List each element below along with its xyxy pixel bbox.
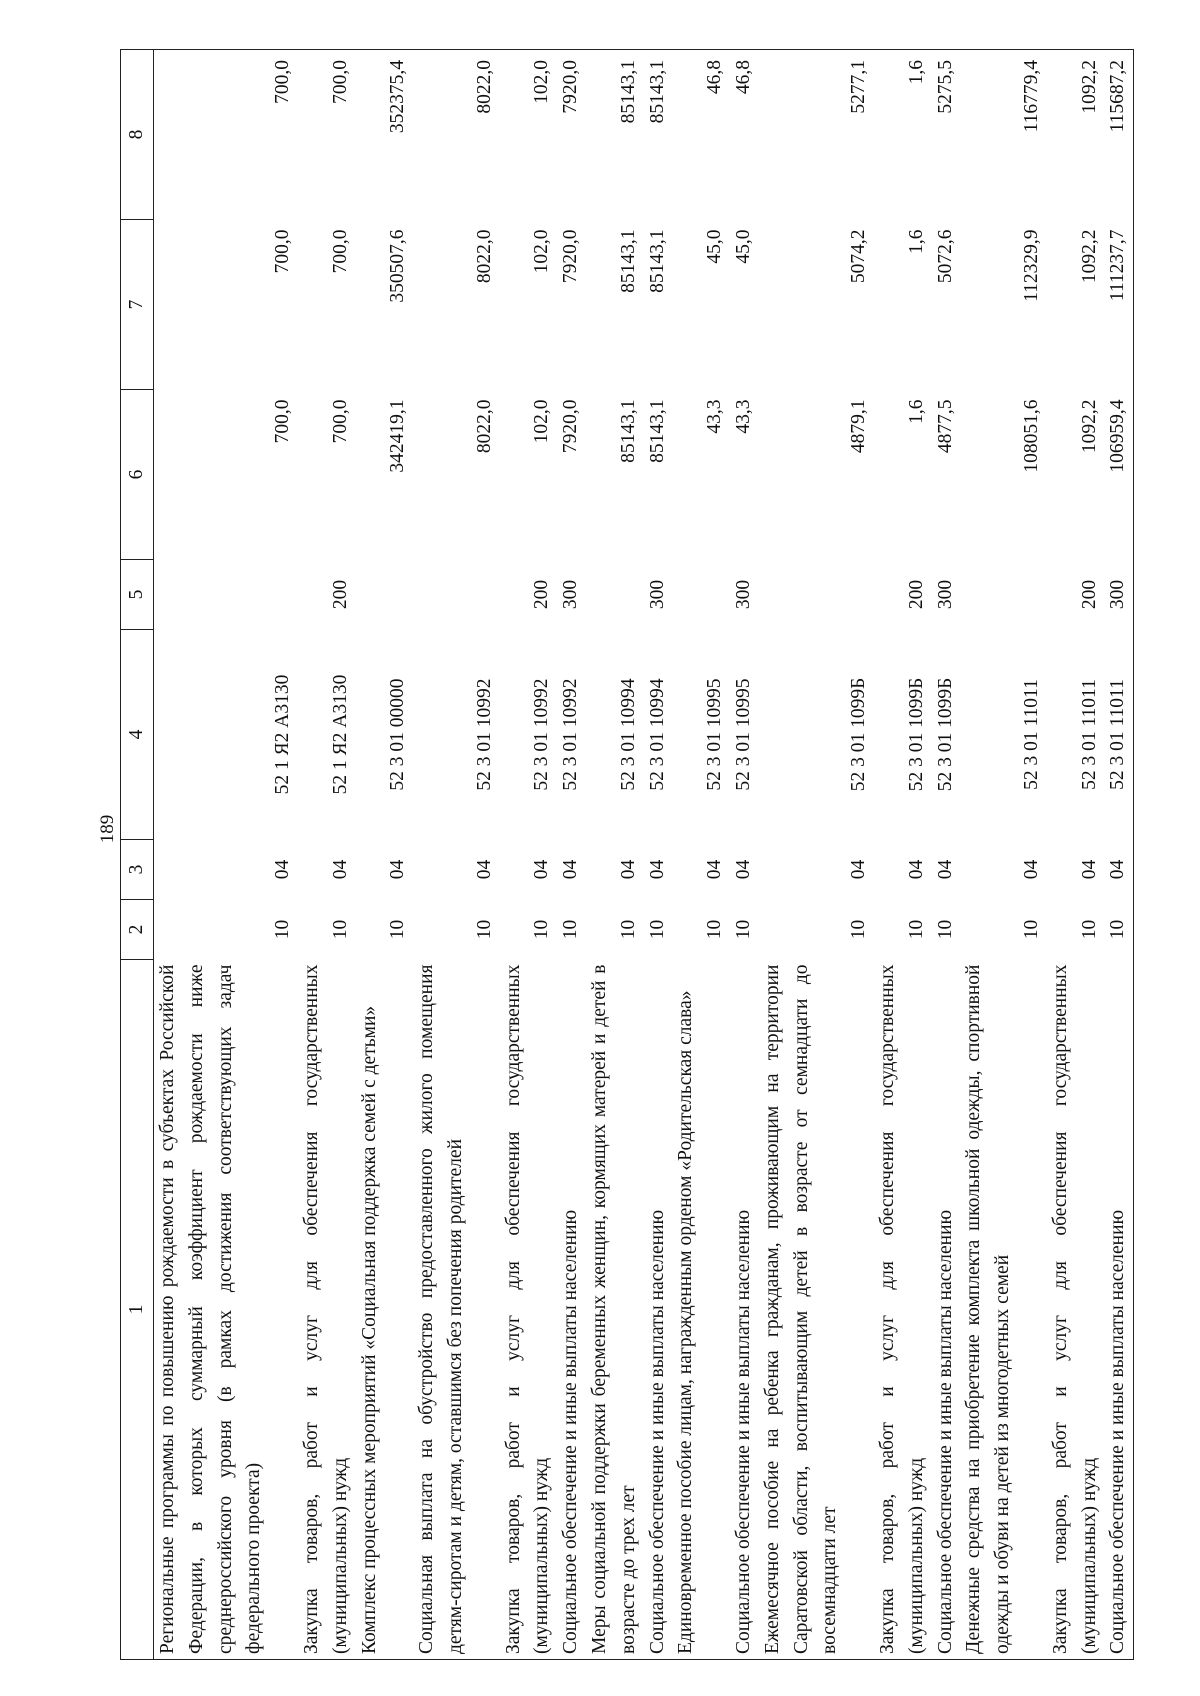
value-col6: 43,3 xyxy=(704,399,726,434)
row-description: Закупка товаров, работ и услуг для обеспечения государственных (муниципальных) нужд xyxy=(874,960,932,1660)
target-article-code: 52 3 01 11011 xyxy=(1104,630,1133,840)
target-article-code: 52 3 01 10992 xyxy=(531,678,553,791)
value-col6: 106959,4 xyxy=(1104,390,1133,560)
table-row xyxy=(874,50,932,1660)
row-description: Социальная выплата на обустройство предоставленного жилого помещения детям-сиротам и детям, оставшимся без попечения родителей xyxy=(413,960,499,1660)
subsection-code: 04 xyxy=(1020,859,1042,880)
value-col7: 7920,0 xyxy=(560,229,582,284)
target-article-code: 52 3 01 10995 xyxy=(704,678,726,791)
subsection-code: 04 xyxy=(905,859,927,880)
expense-type-code: 200 xyxy=(531,579,553,610)
value-col6: 1,6 xyxy=(905,399,927,424)
row-description: Комплекс процессных мероприятий «Социальная поддержка семей с детьми» xyxy=(356,960,414,1660)
value-col7: 112329,9 xyxy=(1020,229,1042,302)
value-col8: 700,0 xyxy=(298,50,356,220)
header-cell: 1 xyxy=(121,960,154,1660)
value-col6: 43,3 xyxy=(732,399,754,434)
page-number: 189 xyxy=(97,814,118,844)
table-row xyxy=(586,50,644,1660)
expense-type-code: 300 xyxy=(934,579,956,610)
subsection-code: 04 xyxy=(531,859,553,880)
subsection-code: 04 xyxy=(272,859,294,880)
value-col6: 108051,6 xyxy=(1020,399,1042,473)
value-col8: 352375,4 xyxy=(356,50,414,220)
expense-type-code: 200 xyxy=(329,579,351,610)
section-code: 10 xyxy=(646,919,668,940)
row-description: Меры социальной поддержки беременных женщин, кормящих матерей и детей в возрасте до трех лет xyxy=(586,960,644,1660)
value-col7: 102,0 xyxy=(531,229,553,274)
section-code: 10 xyxy=(1020,919,1042,940)
target-article-code: 52 3 01 10994 xyxy=(646,678,668,791)
row-description: Социальное обеспечение и иные выплаты населению xyxy=(1104,960,1133,1660)
expense-type-code: 300 xyxy=(1104,560,1133,630)
expense-type-code xyxy=(356,560,414,630)
table-row xyxy=(298,50,356,1660)
subsection-code: 04 xyxy=(646,859,668,880)
expense-type-code xyxy=(154,560,298,630)
row-description: Закупка товаров, работ и услуг для обеспечения государственных (муниципальных) нужд xyxy=(1047,960,1105,1660)
value-col6: 102,0 xyxy=(531,399,553,444)
value-col7: 85143,1 xyxy=(646,229,668,293)
row-description: Региональные программы по повышению рождаемости в субъектах Российской Федерации, в которых суммарный коэффициент рождаемости ниже среднероссийского уровня (в рамках достижения соответствующих задач федерального проекта) xyxy=(154,960,298,1660)
subsection-code: 04 xyxy=(387,859,409,880)
section-code: 10 xyxy=(905,919,927,940)
expense-type-code xyxy=(960,560,1046,630)
subsection-code: 04 xyxy=(1104,840,1133,900)
table-body xyxy=(154,50,1134,1660)
expense-type-code: 300 xyxy=(560,579,582,610)
row-description: Денежные средства на приобретение комплекта школьной одежды, спортивной одежды и обуви на детей из многодетных семей xyxy=(960,960,1046,1660)
subsection-code: 04 xyxy=(617,859,639,880)
subsection-code: 04 xyxy=(329,859,351,880)
value-col8: 85143,1 xyxy=(644,50,673,220)
value-col6: 8022,0 xyxy=(473,399,495,454)
row-description: Социальное обеспечение и иные выплаты населению xyxy=(730,960,759,1660)
header-cell: 4 xyxy=(121,630,154,840)
value-col6: 4879,1 xyxy=(848,399,870,454)
rotated-table-wrapper xyxy=(120,50,1150,1660)
section-code: 10 xyxy=(560,919,582,940)
target-article-code: 52 3 01 1099Б xyxy=(934,677,956,792)
row-description: Закупка товаров, работ и услуг для обеспечения государственных (муниципальных) нужд xyxy=(500,960,558,1660)
value-col8: 7920,0 xyxy=(557,50,586,220)
header-cell: 2 xyxy=(121,900,154,960)
section-code: 10 xyxy=(1078,919,1100,940)
table-row xyxy=(672,50,730,1660)
section-code: 10 xyxy=(1104,900,1133,960)
subsection-code: 04 xyxy=(704,859,726,880)
header-cell: 7 xyxy=(121,220,154,390)
value-col8: 1092,2 xyxy=(1047,50,1105,220)
expense-type-code xyxy=(586,560,644,630)
value-col8: 115687,2 xyxy=(1104,50,1133,220)
value-col6: 1092,2 xyxy=(1078,399,1100,454)
value-col7: 85143,1 xyxy=(617,229,639,293)
header-cell: 8 xyxy=(121,50,154,220)
target-article-code: 52 3 01 1099Б xyxy=(905,677,927,792)
value-col8: 116779,4 xyxy=(960,50,1046,220)
section-code: 10 xyxy=(387,919,409,940)
value-col6: 700,0 xyxy=(329,399,351,444)
value-col8: 46,8 xyxy=(672,50,730,220)
value-col7: 350507,6 xyxy=(387,229,409,303)
value-col7: 1,6 xyxy=(905,229,927,254)
table-row xyxy=(557,50,586,1660)
table-row xyxy=(356,50,414,1660)
table-row xyxy=(1104,50,1133,1660)
value-col6: 342419,1 xyxy=(387,399,409,473)
table-row xyxy=(413,50,499,1660)
value-col6: 85143,1 xyxy=(646,399,668,463)
target-article-code: 52 3 01 11011 xyxy=(1020,679,1042,790)
value-col8: 85143,1 xyxy=(586,50,644,220)
target-article-code: 52 3 01 11011 xyxy=(1078,679,1100,790)
subsection-code: 04 xyxy=(732,859,754,880)
target-article-code: 52 3 01 10995 xyxy=(732,678,754,791)
subsection-code: 04 xyxy=(560,859,582,880)
target-article-code: 52 3 01 10994 xyxy=(617,678,639,791)
expense-type-code xyxy=(759,560,874,630)
value-col8: 1,6 xyxy=(874,50,932,220)
target-article-code: 52 3 01 00000 xyxy=(387,678,409,791)
header-cell: 3 xyxy=(121,840,154,900)
table-row xyxy=(730,50,759,1660)
value-col7: 8022,0 xyxy=(473,229,495,284)
table-row xyxy=(500,50,558,1660)
value-col6: 7920,0 xyxy=(560,399,582,454)
section-code: 10 xyxy=(934,919,956,940)
value-col7: 111237,7 xyxy=(1104,220,1133,390)
value-col8: 46,8 xyxy=(730,50,759,220)
expense-type-code xyxy=(672,560,730,630)
subsection-code: 04 xyxy=(848,859,870,880)
target-article-code: 52 1 Я2 А3130 xyxy=(272,674,294,795)
target-article-code: 52 3 01 10992 xyxy=(560,678,582,791)
budget-table xyxy=(120,49,1134,1660)
section-code: 10 xyxy=(704,919,726,940)
subsection-code: 04 xyxy=(1078,859,1100,880)
row-description: Социальное обеспечение и иные выплаты населению xyxy=(932,960,961,1660)
value-col7: 700,0 xyxy=(329,229,351,274)
value-col6: 85143,1 xyxy=(617,399,639,463)
row-description: Закупка товаров, работ и услуг для обеспечения государственных (муниципальных) нужд xyxy=(298,960,356,1660)
value-col7: 1092,2 xyxy=(1078,229,1100,284)
value-col8: 8022,0 xyxy=(413,50,499,220)
table-row xyxy=(154,50,298,1660)
section-code: 10 xyxy=(473,919,495,940)
value-col8: 5277,1 xyxy=(759,50,874,220)
value-col7: 45,0 xyxy=(704,229,726,264)
header-cell: 6 xyxy=(121,390,154,560)
section-code: 10 xyxy=(848,919,870,940)
value-col8: 700,0 xyxy=(154,50,298,220)
section-code: 10 xyxy=(732,919,754,940)
section-code: 10 xyxy=(531,919,553,940)
value-col8: 102,0 xyxy=(500,50,558,220)
expense-type-code: 200 xyxy=(1078,579,1100,610)
row-description: Социальное обеспечение и иные выплаты населению xyxy=(557,960,586,1660)
value-col7: 5074,2 xyxy=(848,229,870,284)
expense-type-code: 300 xyxy=(646,579,668,610)
value-col6: 700,0 xyxy=(272,399,294,444)
section-code: 10 xyxy=(329,919,351,940)
row-description: Единовременное пособие лицам, награжденным орденом «Родительская слава» xyxy=(672,960,730,1660)
target-article-code: 52 1 Я2 А3130 xyxy=(329,674,351,795)
subsection-code: 04 xyxy=(934,859,956,880)
table-row xyxy=(932,50,961,1660)
header-row xyxy=(121,50,154,1660)
row-description: Ежемесячное пособие на ребенка гражданам, проживающим на территории Саратовской области, воспитывающим детей в возрасте от семнадцати до восемнадцати лет xyxy=(759,960,874,1660)
header-cell: 5 xyxy=(121,560,154,630)
table-row xyxy=(1047,50,1105,1660)
subsection-code: 04 xyxy=(473,859,495,880)
row-description: Социальное обеспечение и иные выплаты населению xyxy=(644,960,673,1660)
value-col7: 45,0 xyxy=(732,229,754,264)
value-col6: 4877,5 xyxy=(934,399,956,454)
section-code: 10 xyxy=(272,919,294,940)
target-article-code: 52 3 01 1099Б xyxy=(848,677,870,792)
target-article-code: 52 3 01 10992 xyxy=(473,678,495,791)
table-row xyxy=(960,50,1046,1660)
expense-type-code: 300 xyxy=(732,579,754,610)
value-col7: 700,0 xyxy=(272,229,294,274)
table-row xyxy=(759,50,874,1660)
section-code: 10 xyxy=(617,919,639,940)
expense-type-code: 200 xyxy=(905,579,927,610)
expense-type-code xyxy=(413,560,499,630)
value-col7: 5072,6 xyxy=(934,229,956,284)
table-row xyxy=(644,50,673,1660)
value-col8: 5275,5 xyxy=(932,50,961,220)
